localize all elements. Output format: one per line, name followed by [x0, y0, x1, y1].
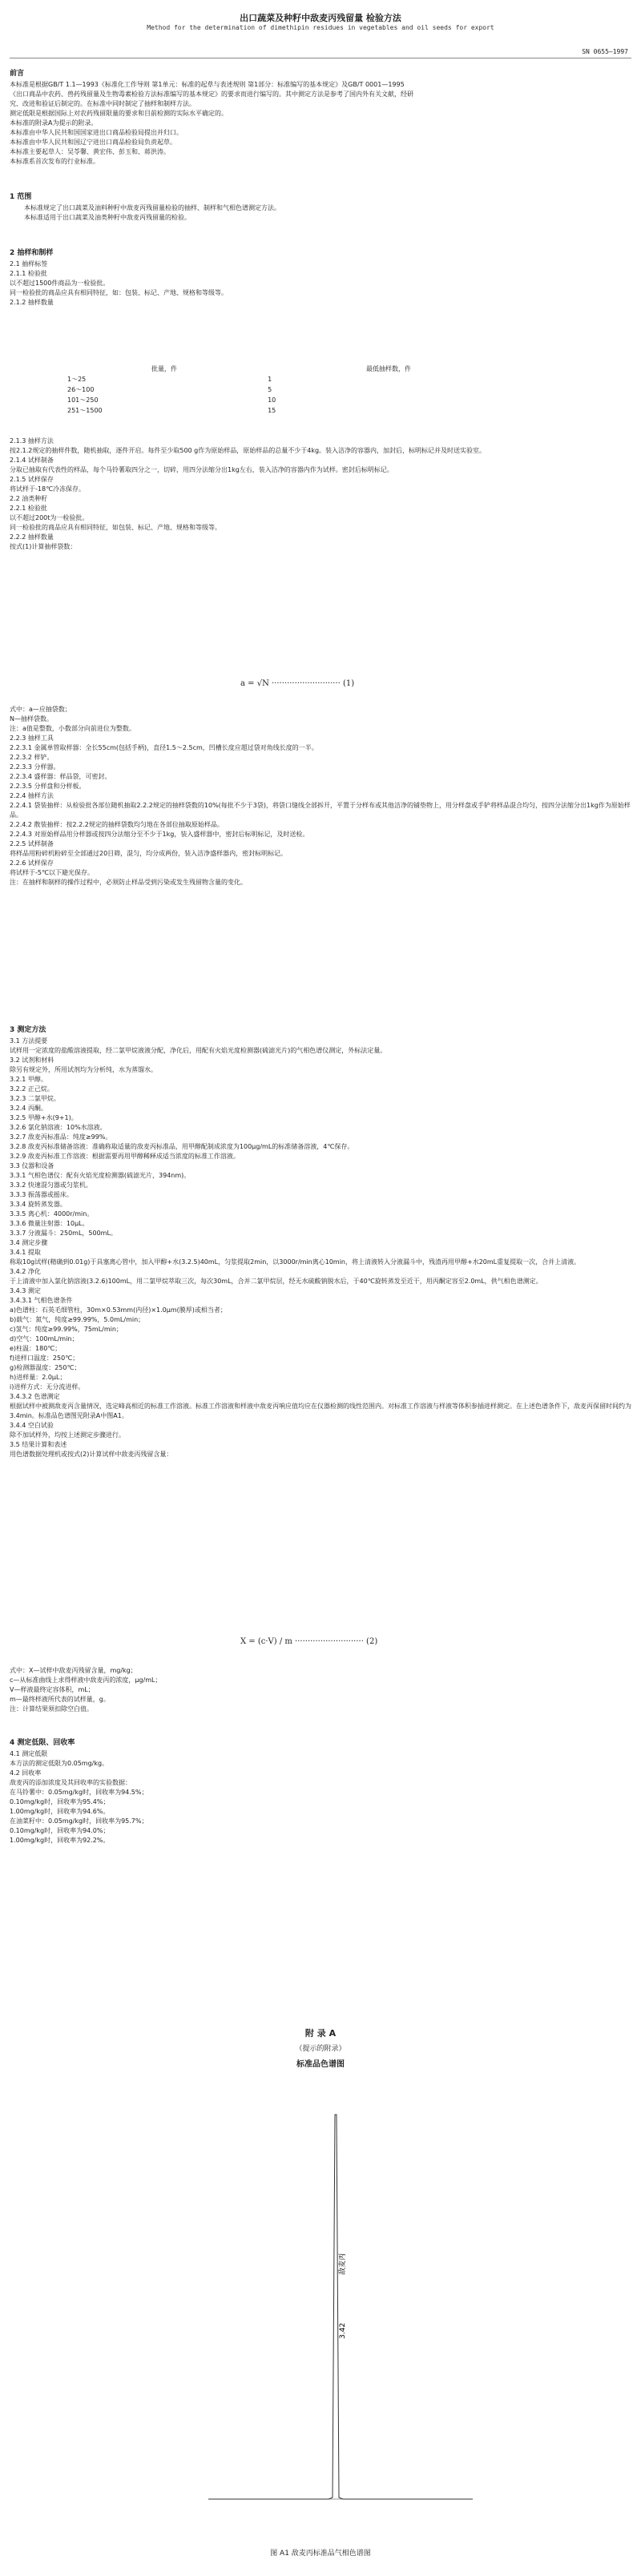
lot-row [64, 374, 513, 384]
sampling-line: 2.2.4.3 对原始样品用分样器或按四分法缩分至不少于1kg，装入盛样器中，密封后标明标记，及时送检。 [10, 831, 309, 838]
method-line: b)载气：氮气，纯度≥99.99%，5.0mL/min； [10, 1316, 145, 1323]
method-line: 3.5 结果计算和表述 [10, 1441, 67, 1448]
method-line: 除不加试样外，均按上述测定步骤进行。 [10, 1431, 125, 1439]
sampling-line: 2.2.3 抽样工具 [10, 735, 54, 742]
sampling-line: N—抽样袋数。 [10, 715, 53, 722]
sampling-line: 以不超过1500件商品为一检验批。 [10, 280, 110, 287]
sampling-line: 注：a值是整数，小数部分向前进位为整数。 [10, 725, 135, 732]
appendix-label: 附 录 A [304, 2028, 337, 2039]
method-line: 注：计算结果须扣除空白值。 [10, 1705, 93, 1713]
method-line: i)进样方式：无分流进样。 [10, 1383, 85, 1391]
limits-line: 在油菜籽中：0.05mg/kg时，回收率为95.7%； [10, 1817, 148, 1825]
foreword-line: 本标准的附录A为提示的附录。 [10, 119, 98, 127]
method-line: 3.2 试剂和材料 [10, 1057, 54, 1064]
foreword-body [10, 80, 631, 167]
sampling-line: 2.2.5 试样制备 [10, 840, 54, 847]
method-line: 3.2.3 二氯甲烷。 [10, 1095, 60, 1102]
method-body-b [10, 1666, 631, 1714]
appendix-note: （提示的附录） [295, 2045, 346, 2053]
foreword-line: 《出口商品中农药、兽药残留量及生物毒素检验方法标准编写的基本规定》的要求而进行编写的。其中测定方法是参考了国内外有关文献，经研 [10, 91, 413, 98]
method-line: 3.3.1 气相色谱仪：配有火焰光度检测器(硫滤光片，394nm)。 [10, 1172, 191, 1179]
method-line: 式中：X—试样中敌麦丙残留含量，mg/kg； [10, 1667, 137, 1674]
section-limits [10, 1738, 631, 1845]
scope-line: 本标准适用于出口蔬菜及油类种籽中敌麦丙残留量的检验。 [24, 214, 191, 221]
sampling-line: 将样品用粉碎机粉碎至全部通过20目筛，混匀，均分成两份，装入洁净盛样器内，密封标明标记。 [10, 850, 288, 857]
method-line: a)色谱柱：石英毛细管柱，30m×0.53mm(内径)×1.0μm(膜厚)或相当者； [10, 1306, 227, 1314]
method-line: 3.4.3.1 气相色谱条件 [10, 1297, 73, 1304]
section-scope [10, 192, 631, 223]
lot-header-batch: 批量，件 [151, 365, 178, 372]
sampling-line: 将试样于-5℃以下避光保存。 [10, 869, 94, 876]
sampling-line: 注：在抽样和制样的操作过程中，必须防止样品受到污染或发生残留物含量的变化。 [10, 879, 247, 886]
method-line: V—样液最终定容体积，mL； [10, 1686, 95, 1693]
chromatogram [208, 2099, 473, 2515]
method-line: 3.4.1 提取 [10, 1249, 41, 1256]
sampling-line: 同一检验批的商品应具有相同特征，如包装、标记、产地、规格和等级等。 [10, 524, 221, 531]
method-line: 3.3.6 微量注射器：10μL。 [10, 1220, 89, 1227]
lot-samples-cell: 5 [268, 386, 272, 393]
method-line: 3.3.3 振荡器或摇床。 [10, 1191, 73, 1198]
document-subtitle: Method for the determination of dimethipin residues in vegetables and oil seeds for export [147, 24, 494, 31]
method-line: 3.2.5 甲醇+水(9+1)。 [10, 1114, 78, 1121]
sampling-line: 2.2.1 检验批 [10, 505, 47, 512]
section-method [10, 1025, 631, 1459]
scope-line: 本标准规定了出口蔬菜及油料种籽中敌麦丙残留量检验的抽样、制样和气相色谱测定方法。 [24, 204, 280, 211]
sampling-line: 按式(1)计算抽样袋数： [10, 543, 77, 550]
document-title: 出口蔬菜及种籽中敌麦丙残留量 检验方法 [240, 13, 401, 23]
section-method-b [10, 1666, 631, 1714]
limits-line: 在马铃薯中：0.05mg/kg时，回收率为94.5%； [10, 1789, 148, 1796]
method-line: 3.3 仪器和设备 [10, 1162, 54, 1169]
limits-line: 1.00mg/kg时，回收率为94.6%。 [10, 1808, 110, 1815]
method-line: 3.4.4 空白试验 [10, 1422, 54, 1429]
method-line: 3.2.4 丙酮。 [10, 1105, 47, 1112]
lot-size-table [64, 364, 513, 416]
sampling-body-b [10, 437, 631, 552]
appendix-title: 标准品色谱图 [296, 2060, 345, 2069]
method-line: 3.3.4 旋转蒸发器。 [10, 1201, 67, 1208]
peak-time: 3.42 [339, 2322, 347, 2339]
section-sampling [10, 248, 631, 308]
chromatogram-trace [208, 2115, 473, 2499]
method-line: 3.2.7 敌麦丙标准品：纯度≥99%。 [10, 1133, 112, 1141]
sampling-line: 2.2 油类种籽 [10, 495, 48, 502]
method-line: 3.2.1 甲醇。 [10, 1076, 47, 1083]
method-line: 称取10g试样(精确到0.01g)于具塞离心管中，加入甲醇+水(3.2.5)40mL，匀浆提取2min，以3000r/min离心10min，将上清液转入分液漏斗中，残渣再用甲醇+水20mL重复提取一次，合并上清液。 [10, 1258, 581, 1266]
sampling-line: 2.2.3.2 样铲。 [10, 754, 54, 761]
peak-label: 敌麦丙 [339, 2252, 347, 2275]
lot-row [64, 384, 513, 395]
method-line: 试样用一定浓度的盐酸溶液提取，经二氯甲烷液液分配，净化后，用配有火焰光度检测器(硫滤光片)的气相色谱仪测定，外标法定量。 [10, 1047, 387, 1054]
method-line: h)进样量：2.0μL； [10, 1374, 67, 1381]
sampling-body-c [10, 705, 631, 888]
method-line: c—从标准曲线上求得样液中敌麦丙的浓度，μg/mL； [10, 1676, 162, 1684]
foreword-heading: 前言 [10, 70, 25, 78]
method-line: e)柱温：180℃； [10, 1345, 62, 1352]
sampling-line: 2.1.5 试样保存 [10, 476, 54, 483]
limits-body [10, 1749, 631, 1845]
limits-line: 4.1 测定低限 [10, 1750, 48, 1757]
sampling-line: 2.2.3.1 金属单管取样器：全长55cm(包括手柄)，直径1.5～2.5cm，凹槽长度应超过袋对角线长度的一半。 [10, 744, 318, 751]
lot-samples-cell: 1 [268, 376, 272, 383]
lot-row [64, 405, 513, 416]
method-line: 3.3.5 离心机：4000r/min。 [10, 1210, 94, 1218]
sampling-line: 2.2.2 抽样数量 [10, 533, 54, 541]
sampling-line: 2.2.4 抽样方法 [10, 792, 54, 799]
sampling-line: 2.2.3.5 分样盘和分样板。 [10, 783, 86, 790]
sampling-line: 同一检验批的商品应具有相同特征，如：包装、标记、产地、规格和等级等。 [10, 289, 228, 296]
section-sampling-b [10, 437, 631, 552]
lot-batch-cell: 251～1500 [67, 407, 103, 414]
sampling-line: 2.1.3 抽样方法 [10, 437, 54, 445]
sampling-line: 2.2.4.2 散装抽样：按2.2.2规定的抽样袋数均匀地在各部位抽取原始样品。 [10, 821, 224, 828]
foreword-line: 究、改进和验证后制定的。在标准中同时制定了抽样和制样方法。 [10, 100, 196, 107]
foreword-line: 本标准是根据GB/T 1.1—1993《标准化工作导则 第1单元：标准的起草与表述规则 第1部分：标准编写的基本规定》及GB/T 0001—1995 [10, 81, 405, 88]
sampling-line: 2.2.3.4 盛样器：样品袋，可密封。 [10, 773, 111, 780]
method-line: 根据试样中被测敌麦丙含量情况，选定峰高相近的标准工作溶液。标准工作溶液和样液中敌麦丙响应值均应在仪器检测的线性范围内。对标准工作溶液与样液等体积参插进样测定。在上述色谱条件下，敌麦丙保留时间约为3.4min。标准品色谱图见附录A中图A1。 [10, 1403, 631, 1419]
sampling-line: 分取已抽取有代表性的样品，每个马铃薯取四分之一，切碎，用四分法缩分出1kg左右，装入洁净的容器内作为试样。密封后标明标记。 [10, 466, 393, 473]
method-line: 3.2.2 正己烷。 [10, 1085, 54, 1093]
limits-line: 本方法的测定低限为0.05mg/kg。 [10, 1760, 109, 1767]
limits-line: 敌麦丙的添加浓度及其回收率的实验数据： [10, 1779, 131, 1786]
limits-heading: 4 测定低限、回收率 [10, 1739, 75, 1747]
sampling-line: 以不超过200t为一检验批。 [10, 514, 89, 521]
standard-number: SN 0655—1997 [582, 48, 628, 55]
lot-samples-cell: 15 [268, 407, 276, 414]
limits-line: 4.2 回收率 [10, 1769, 42, 1777]
foreword-section [10, 69, 631, 167]
foreword-line: 本标准主要起草人：吴苓馨、黄宏伟、彭玉和、蒋洪涛。 [10, 148, 170, 155]
sampling-line: 2.1 抽样标签 [10, 260, 48, 268]
lot-samples-cell: 10 [268, 396, 276, 404]
method-line: 3.4.2 净化 [10, 1268, 41, 1275]
sampling-line: 2.1.2 抽样数量 [10, 299, 54, 306]
sampling-line: 2.1.4 试样制备 [10, 457, 54, 464]
method-line: m—最终样液所代表的试样量，g。 [10, 1696, 110, 1703]
method-line: 3.2.6 氯化钠溶液：10%水溶液。 [10, 1124, 107, 1131]
limits-line: 0.10mg/kg时，回收率为94.0%； [10, 1827, 110, 1834]
formula-2: X = (c·V) / m ··························· (2) [240, 1637, 378, 1646]
method-line: 除另有规定外，所用试剂均为分析纯，水为蒸馏水。 [10, 1066, 157, 1073]
method-line: 3.3.7 分液漏斗：250mL，500mL。 [10, 1230, 117, 1237]
sampling-line: 将试样于-18℃冷冻保存。 [10, 485, 86, 493]
lot-batch-cell: 101～250 [67, 396, 99, 404]
lot-row [64, 395, 513, 405]
limits-line: 1.00mg/kg时，回收率为92.2%。 [10, 1837, 110, 1844]
lot-header-samples: 最低抽样数，件 [366, 365, 412, 372]
sampling-line: 式中：a—应抽袋数； [10, 706, 71, 713]
method-line: 3.2.8 敌麦丙标准储备溶液：准确称取适量的敌麦丙标准品，用甲醇配制成浓度为100μg/mL的标准储备溶液，4℃保存。 [10, 1143, 354, 1150]
method-line: 用色谱数据处理机或按式(2)计算试样中敌麦丙残留含量： [10, 1451, 173, 1458]
method-line: 3.2.9 敌麦丙标准工作溶液：根据需要再用甲醇稀释成适当浓度的标准工作溶液。 [10, 1153, 240, 1160]
figure-caption: 图 A1 敌麦丙标准品气相色谱图 [270, 2550, 371, 2558]
method-line: 3.4.3.2 色谱测定 [10, 1393, 60, 1400]
sampling-line: 2.2.4.1 袋装抽样：从检验批各部位随机抽取2.2.2规定的抽样袋数的10%(每批不少于3袋)，将袋口缝线全部拆开，平置于分样布或其他洁净的铺垫物上，用分样盘或手铲将样品混合均匀，按四分法缩分出1kg作为原始样品。 [10, 802, 631, 819]
foreword-line: 测定低限是根据国际上对农药残留限量的要求和目前检测的实际水平确定的。 [10, 110, 228, 117]
method-line: c)氢气：纯度≥99.99%，75mL/min； [10, 1326, 123, 1333]
scope-body [10, 203, 631, 223]
sampling-line: 2.2.6 试样保存 [10, 859, 54, 867]
sampling-line: 2.1.1 检验批 [10, 270, 47, 277]
foreword-line: 本标准由中华人民共和国国家进出口商品检验局提出并归口。 [10, 129, 183, 136]
section-sampling-c [10, 705, 631, 888]
method-heading: 3 测定方法 [10, 1026, 46, 1034]
method-line: 3.4.3 测定 [10, 1287, 41, 1294]
lot-batch-cell: 1～25 [67, 376, 87, 383]
method-line: f)进样口温度：250℃； [10, 1354, 79, 1362]
method-line: 3.1 方法提要 [10, 1037, 48, 1044]
lot-batch-cell: 26～100 [67, 386, 95, 393]
method-line: 3.3.2 快速混匀器或匀浆机。 [10, 1181, 92, 1189]
limits-line: 0.10mg/kg时，回收率为95.4%； [10, 1798, 110, 1805]
formula-1: a = √N ··························· (1) [240, 679, 355, 688]
method-body-a [10, 1036, 631, 1459]
sampling-line: 按2.1.2规定的抽样件数，随机抽取，逐件开启。每件至少取500 g作为原始样品，原始样品的总量不少于4kg。装入洁净的容器内，加封后，标明标记并及时送实验室。 [10, 447, 486, 454]
method-line: 于上清液中加入氯化钠溶液(3.2.6)100mL，用二氯甲烷萃取三次，每次30mL，合并二氯甲烷层，经无水硫酸钠脱水后，于40℃旋转蒸发至近干，用丙酮定容至2.0mL，供气相色谱测定。 [10, 1278, 542, 1285]
method-line: d)空气：100mL/min； [10, 1335, 79, 1342]
sampling-line: 2.2.3.3 分样器。 [10, 763, 60, 771]
scope-heading: 1 范围 [10, 193, 32, 201]
sampling-heading: 2 抽样和制样 [10, 249, 54, 257]
foreword-line: 本标准由中华人民共和国辽宁进出口商品检验局负责起草。 [10, 139, 176, 146]
sampling-body-a [10, 260, 631, 308]
method-line: 3.4 测定步骤 [10, 1239, 48, 1246]
method-line: g)检测器温度：250℃； [10, 1364, 81, 1371]
foreword-line: 本标准系首次发布的行业标准。 [10, 158, 99, 165]
